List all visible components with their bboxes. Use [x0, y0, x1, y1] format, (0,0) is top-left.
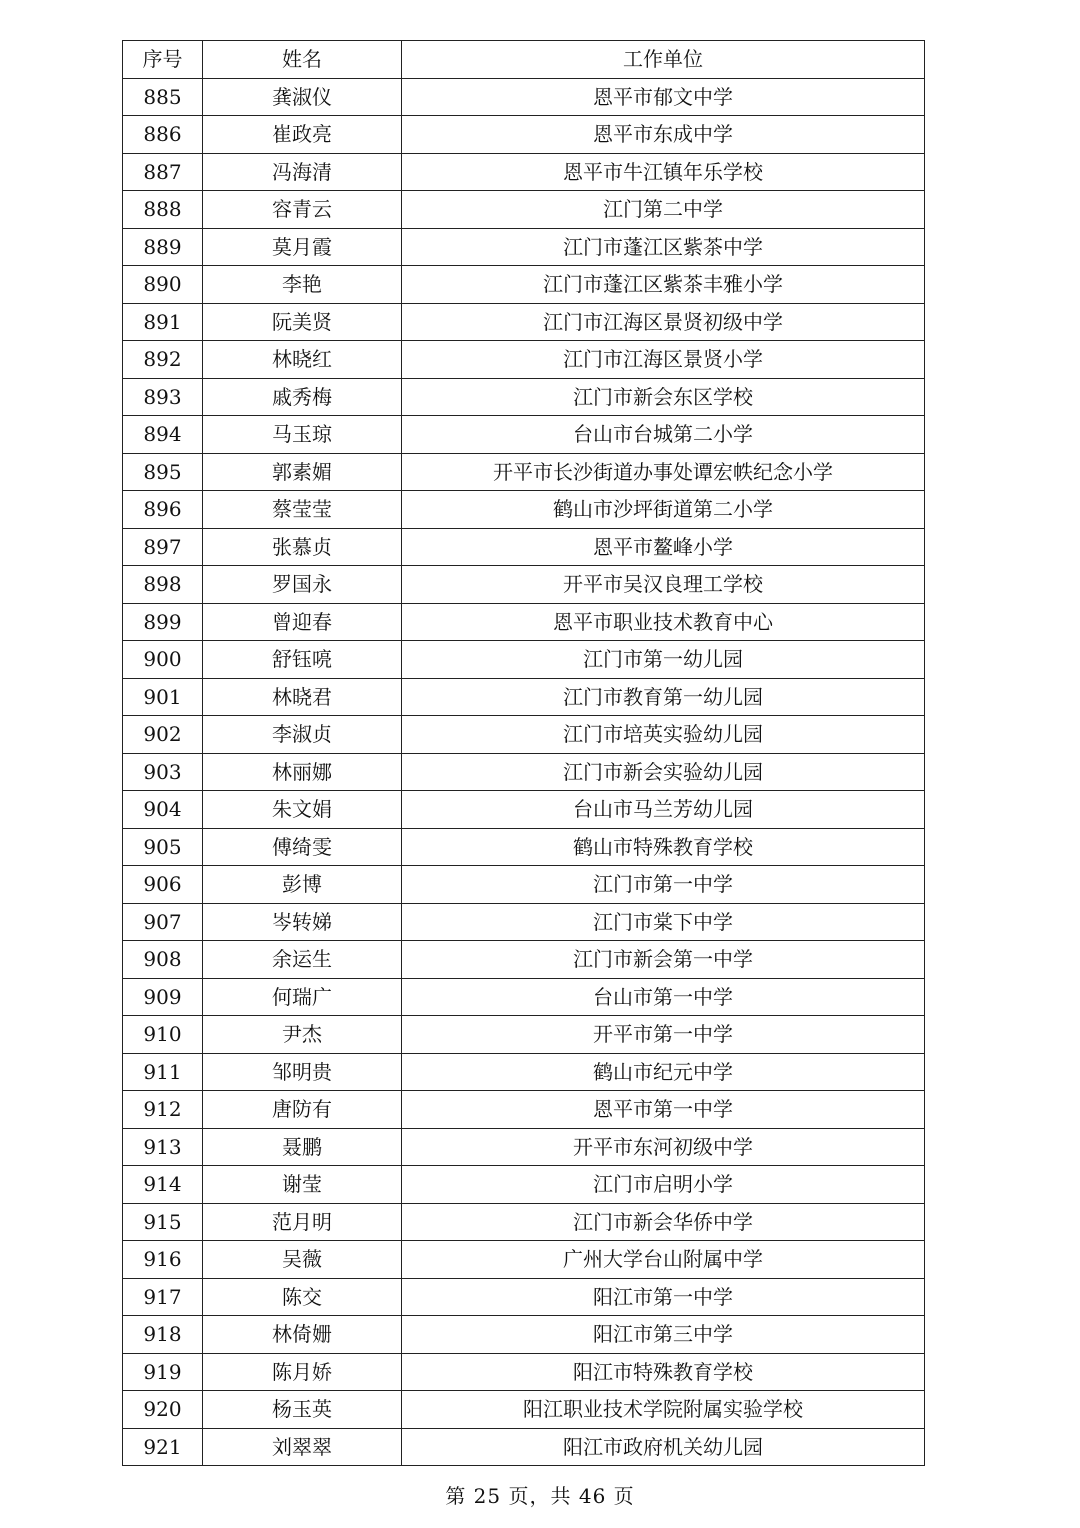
- table-row: [123, 1091, 925, 1129]
- table-row: [123, 828, 925, 866]
- cell-seq: 916: [123, 1241, 203, 1279]
- cell-name: 聂鹏: [203, 1128, 402, 1166]
- cell-seq: 898: [123, 566, 203, 604]
- cell-seq: 912: [123, 1091, 203, 1129]
- cell-name: 陈交: [203, 1278, 402, 1316]
- cell-name: 范月明: [203, 1203, 402, 1241]
- cell-seq: 889: [123, 228, 203, 266]
- cell-seq: 921: [123, 1428, 203, 1466]
- cell-name: 张慕贞: [203, 528, 402, 566]
- cell-seq: 905: [123, 828, 203, 866]
- header-unit: 工作单位: [402, 41, 925, 79]
- cell-unit: 台山市第一中学: [402, 978, 925, 1016]
- cell-unit: 阳江市特殊教育学校: [402, 1353, 925, 1391]
- cell-seq: 899: [123, 603, 203, 641]
- cell-seq: 914: [123, 1166, 203, 1204]
- cell-unit: 江门市江海区景贤小学: [402, 341, 925, 379]
- table-row: [123, 453, 925, 491]
- cell-unit: 江门市新会东区学校: [402, 378, 925, 416]
- cell-seq: 904: [123, 791, 203, 829]
- cell-unit: 恩平市郁文中学: [402, 78, 925, 116]
- table-row: [123, 978, 925, 1016]
- table-row: [123, 566, 925, 604]
- cell-name: 郭素媚: [203, 453, 402, 491]
- cell-name: 罗国永: [203, 566, 402, 604]
- cell-name: 余运生: [203, 941, 402, 979]
- table-row: [123, 716, 925, 754]
- cell-unit: 台山市台城第二小学: [402, 416, 925, 454]
- table-row: [123, 641, 925, 679]
- table-row: [123, 1203, 925, 1241]
- cell-name: 林倚姗: [203, 1316, 402, 1354]
- cell-name: 马玉琼: [203, 416, 402, 454]
- cell-seq: 915: [123, 1203, 203, 1241]
- cell-name: 吴薇: [203, 1241, 402, 1279]
- table-row: [123, 678, 925, 716]
- header-seq: 序号: [123, 41, 203, 79]
- cell-unit: 恩平市东成中学: [402, 116, 925, 154]
- cell-unit: 阳江市政府机关幼儿园: [402, 1428, 925, 1466]
- header-name: 姓名: [203, 41, 402, 79]
- cell-unit: 鹤山市纪元中学: [402, 1053, 925, 1091]
- cell-unit: 江门市第一幼儿园: [402, 641, 925, 679]
- cell-unit: 恩平市鳌峰小学: [402, 528, 925, 566]
- cell-name: 唐防有: [203, 1091, 402, 1129]
- table-row: [123, 341, 925, 379]
- table-row: [123, 1428, 925, 1466]
- table-row: [123, 753, 925, 791]
- cell-name: 尹杰: [203, 1016, 402, 1054]
- cell-unit: 开平市吴汉良理工学校: [402, 566, 925, 604]
- cell-name: 傅绮雯: [203, 828, 402, 866]
- table-row: [123, 603, 925, 641]
- cell-seq: 909: [123, 978, 203, 1016]
- cell-name: 何瑞广: [203, 978, 402, 1016]
- cell-seq: 919: [123, 1353, 203, 1391]
- cell-name: 刘翠翠: [203, 1428, 402, 1466]
- cell-seq: 887: [123, 153, 203, 191]
- cell-seq: 895: [123, 453, 203, 491]
- cell-unit: 开平市东河初级中学: [402, 1128, 925, 1166]
- cell-name: 崔政亮: [203, 116, 402, 154]
- cell-seq: 885: [123, 78, 203, 116]
- cell-unit: 江门市启明小学: [402, 1166, 925, 1204]
- cell-unit: 江门市江海区景贤初级中学: [402, 303, 925, 341]
- cell-unit: 开平市第一中学: [402, 1016, 925, 1054]
- table-header-row: [123, 41, 925, 79]
- cell-name: 容青云: [203, 191, 402, 229]
- table-row: [123, 1016, 925, 1054]
- cell-unit: 江门市培英实验幼儿园: [402, 716, 925, 754]
- table-row: [123, 228, 925, 266]
- cell-name: 彭博: [203, 866, 402, 904]
- cell-unit: 江门市蓬江区紫茶丰雅小学: [402, 266, 925, 304]
- cell-unit: 阳江市第三中学: [402, 1316, 925, 1354]
- cell-seq: 906: [123, 866, 203, 904]
- cell-name: 杨玉英: [203, 1391, 402, 1429]
- cell-name: 林晓君: [203, 678, 402, 716]
- table-row: [123, 1053, 925, 1091]
- cell-name: 李艳: [203, 266, 402, 304]
- cell-unit: 台山市马兰芳幼儿园: [402, 791, 925, 829]
- table-row: [123, 303, 925, 341]
- cell-seq: 897: [123, 528, 203, 566]
- table-row: [123, 1353, 925, 1391]
- cell-name: 舒钰喨: [203, 641, 402, 679]
- page-number: 第 25 页，共 46 页: [445, 1484, 635, 1508]
- table-row: [123, 1166, 925, 1204]
- cell-name: 蔡莹莹: [203, 491, 402, 529]
- cell-unit: 开平市长沙街道办事处谭宏帙纪念小学: [402, 453, 925, 491]
- cell-seq: 901: [123, 678, 203, 716]
- cell-unit: 恩平市第一中学: [402, 1091, 925, 1129]
- cell-seq: 903: [123, 753, 203, 791]
- cell-seq: 902: [123, 716, 203, 754]
- table-row: [123, 378, 925, 416]
- cell-seq: 892: [123, 341, 203, 379]
- cell-unit: 鹤山市特殊教育学校: [402, 828, 925, 866]
- cell-name: 莫月霞: [203, 228, 402, 266]
- cell-unit: 江门第二中学: [402, 191, 925, 229]
- cell-seq: 888: [123, 191, 203, 229]
- cell-name: 林丽娜: [203, 753, 402, 791]
- cell-name: 邹明贵: [203, 1053, 402, 1091]
- table-row: [123, 866, 925, 904]
- cell-seq: 907: [123, 903, 203, 941]
- cell-name: 龚淑仪: [203, 78, 402, 116]
- table-row: [123, 153, 925, 191]
- cell-unit: 江门市第一中学: [402, 866, 925, 904]
- table-row: [123, 528, 925, 566]
- cell-seq: 900: [123, 641, 203, 679]
- cell-unit: 广州大学台山附属中学: [402, 1241, 925, 1279]
- cell-seq: 908: [123, 941, 203, 979]
- table-row: [123, 1278, 925, 1316]
- table-row: [123, 116, 925, 154]
- cell-unit: 恩平市牛江镇年乐学校: [402, 153, 925, 191]
- cell-name: 朱文娟: [203, 791, 402, 829]
- cell-unit: 阳江职业技术学院附属实验学校: [402, 1391, 925, 1429]
- cell-unit: 江门市新会华侨中学: [402, 1203, 925, 1241]
- table-row: [123, 416, 925, 454]
- table-row: [123, 1391, 925, 1429]
- cell-unit: 江门市新会实验幼儿园: [402, 753, 925, 791]
- cell-name: 冯海清: [203, 153, 402, 191]
- cell-seq: 917: [123, 1278, 203, 1316]
- cell-name: 陈月娇: [203, 1353, 402, 1391]
- cell-unit: 江门市蓬江区紫茶中学: [402, 228, 925, 266]
- cell-seq: 893: [123, 378, 203, 416]
- table-row: [123, 191, 925, 229]
- table-body: [123, 78, 925, 1466]
- cell-name: 戚秀梅: [203, 378, 402, 416]
- table-row: [123, 791, 925, 829]
- cell-name: 曾迎春: [203, 603, 402, 641]
- roster-table: [122, 40, 925, 1466]
- cell-unit: 阳江市第一中学: [402, 1278, 925, 1316]
- cell-unit: 恩平市职业技术教育中心: [402, 603, 925, 641]
- cell-unit: 鹤山市沙坪街道第二小学: [402, 491, 925, 529]
- cell-seq: 890: [123, 266, 203, 304]
- table-row: [123, 903, 925, 941]
- cell-seq: 918: [123, 1316, 203, 1354]
- table-row: [123, 266, 925, 304]
- cell-seq: 910: [123, 1016, 203, 1054]
- cell-seq: 886: [123, 116, 203, 154]
- cell-seq: 920: [123, 1391, 203, 1429]
- cell-seq: 891: [123, 303, 203, 341]
- cell-name: 阮美贤: [203, 303, 402, 341]
- cell-name: 林晓红: [203, 341, 402, 379]
- table-row: [123, 1241, 925, 1279]
- cell-name: 李淑贞: [203, 716, 402, 754]
- table-row: [123, 1128, 925, 1166]
- cell-unit: 江门市教育第一幼儿园: [402, 678, 925, 716]
- cell-name: 谢莹: [203, 1166, 402, 1204]
- table-row: [123, 491, 925, 529]
- table-row: [123, 1316, 925, 1354]
- cell-unit: 江门市新会第一中学: [402, 941, 925, 979]
- cell-seq: 913: [123, 1128, 203, 1166]
- table-row: [123, 78, 925, 116]
- cell-unit: 江门市棠下中学: [402, 903, 925, 941]
- cell-seq: 896: [123, 491, 203, 529]
- cell-seq: 894: [123, 416, 203, 454]
- cell-seq: 911: [123, 1053, 203, 1091]
- cell-name: 岑转娣: [203, 903, 402, 941]
- table-row: [123, 941, 925, 979]
